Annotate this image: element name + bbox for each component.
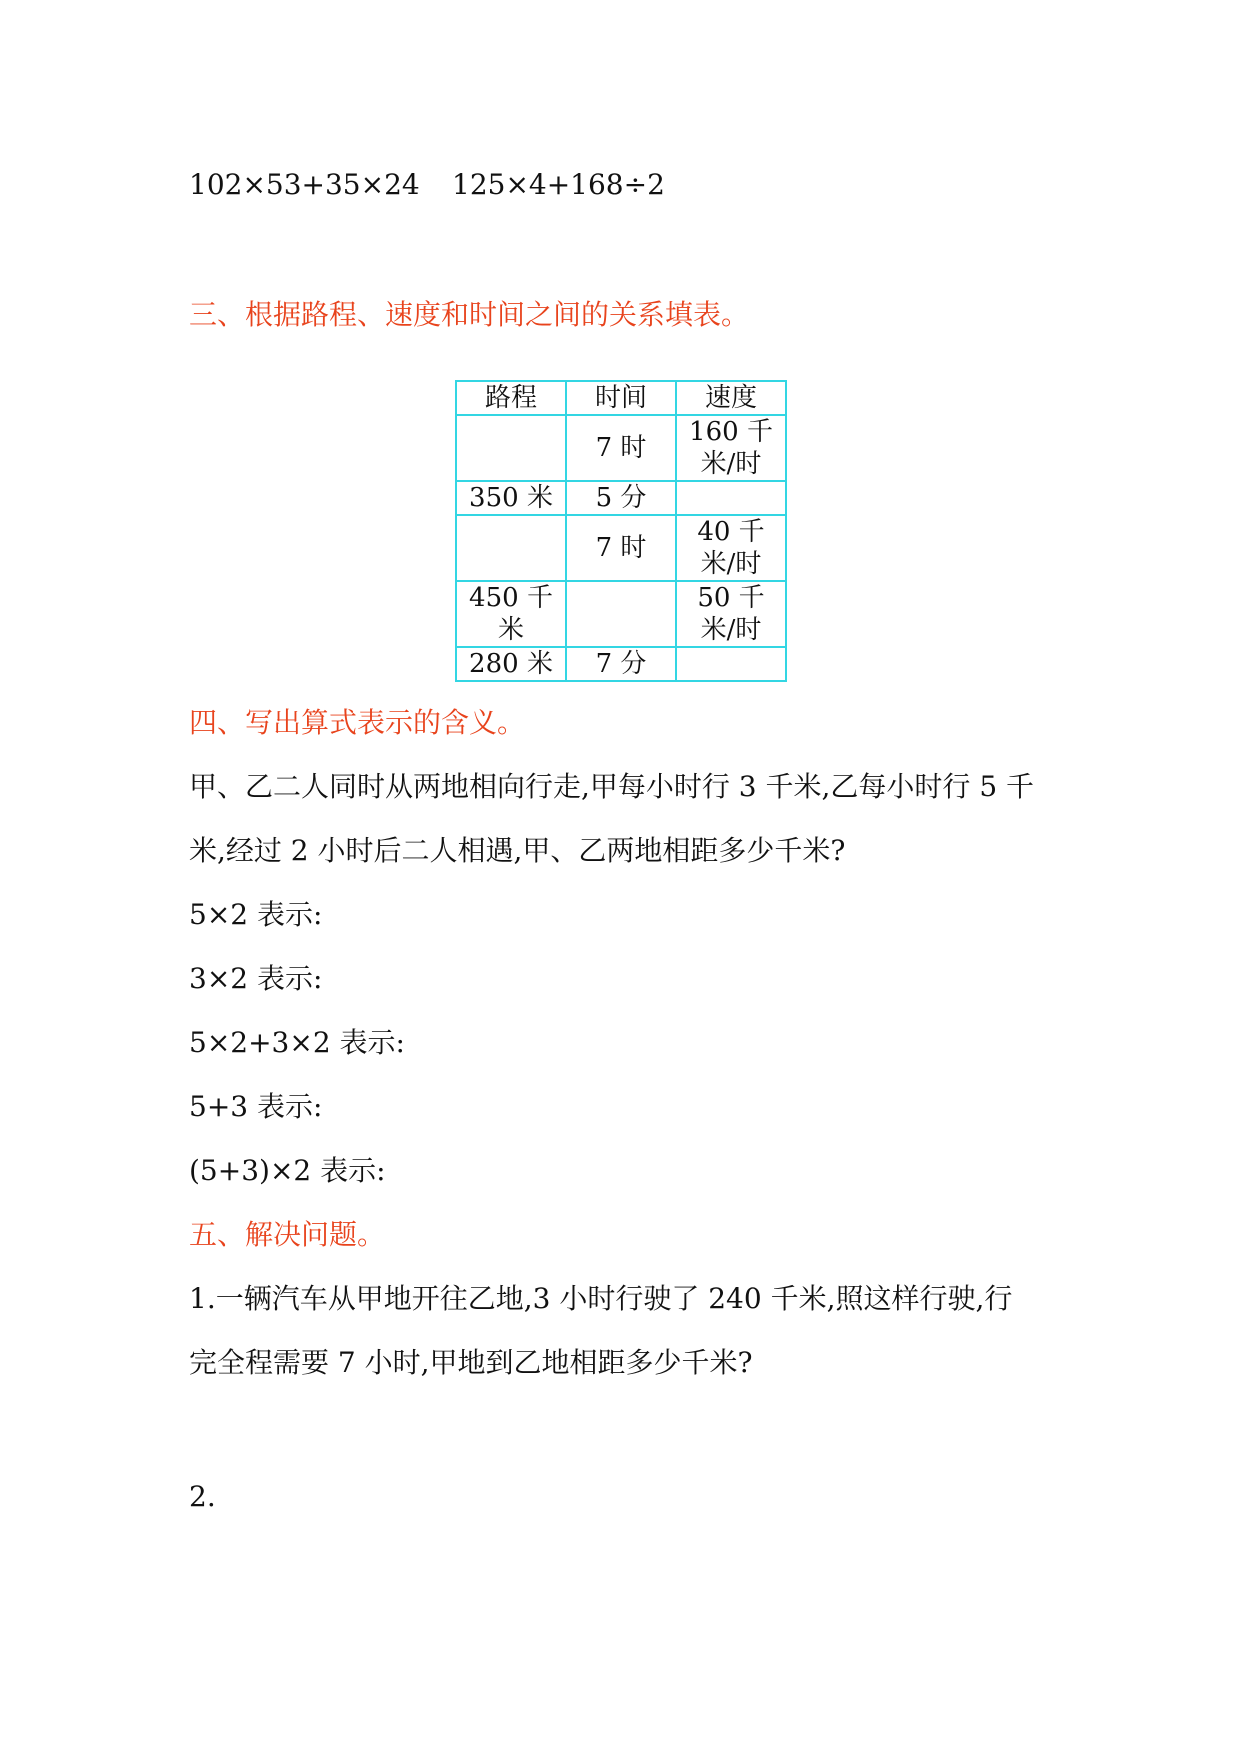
expression-1: 102×53+35×24 bbox=[189, 168, 420, 201]
table-cell: 5 分 bbox=[566, 481, 676, 515]
problem-text-line-1: 甲、乙二人同时从两地相向行走,甲每小时行 3 千米,乙每小时行 5 千 bbox=[189, 770, 1035, 803]
table-cell bbox=[566, 581, 676, 647]
question-2: 2. bbox=[189, 1480, 216, 1513]
speed-value-3: 50 千 米/时 bbox=[697, 583, 765, 645]
header-distance: 路程 bbox=[456, 381, 566, 415]
speed-value-1: 160 千 米/时 bbox=[689, 417, 773, 479]
table-cell: 7 时 bbox=[566, 415, 676, 481]
meaning-item-1: 5×2 表示: bbox=[189, 898, 323, 931]
question-1-line-1: 1.一辆汽车从甲地开往乙地,3 小时行驶了 240 千米,照这样行驶,行 bbox=[189, 1282, 1013, 1315]
section-4-heading: 四、写出算式表示的含义。 bbox=[189, 706, 526, 739]
speed-value-2: 40 千 米/时 bbox=[697, 517, 765, 579]
header-speed: 速度 bbox=[676, 381, 786, 415]
table-cell: 350 米 bbox=[456, 481, 566, 515]
table-cell bbox=[676, 647, 786, 681]
table-cell: 450 千米 bbox=[456, 581, 566, 647]
table-cell bbox=[456, 415, 566, 481]
table-cell bbox=[676, 581, 786, 647]
meaning-item-4: 5+3 表示: bbox=[189, 1090, 323, 1123]
problem-text-line-2: 米,经过 2 小时后二人相遇,甲、乙两地相距多少千米? bbox=[189, 834, 846, 867]
section-5-heading: 五、解决问题。 bbox=[189, 1218, 386, 1251]
table-cell bbox=[676, 415, 786, 481]
section-3-heading: 三、根据路程、速度和时间之间的关系填表。 bbox=[189, 298, 750, 331]
header-time: 时间 bbox=[566, 381, 676, 415]
table-cell: 280 米 bbox=[456, 647, 566, 681]
table-row bbox=[456, 415, 786, 481]
expression-2: 125×4+168÷2 bbox=[452, 168, 665, 201]
table-row bbox=[456, 647, 786, 681]
expression-row bbox=[189, 168, 665, 202]
table-row bbox=[456, 515, 786, 581]
table-header-row bbox=[456, 381, 786, 415]
table-cell: 7 时 bbox=[566, 515, 676, 581]
meaning-item-3: 5×2+3×2 表示: bbox=[189, 1026, 405, 1059]
table-cell bbox=[676, 481, 786, 515]
table-row bbox=[456, 581, 786, 647]
table-row bbox=[456, 481, 786, 515]
table-cell bbox=[456, 515, 566, 581]
meaning-item-2: 3×2 表示: bbox=[189, 962, 323, 995]
table-cell bbox=[676, 515, 786, 581]
speed-table bbox=[455, 380, 787, 682]
question-1-line-2: 完全程需要 7 小时,甲地到乙地相距多少千米? bbox=[189, 1346, 753, 1379]
table-cell: 7 分 bbox=[566, 647, 676, 681]
meaning-item-5: (5+3)×2 表示: bbox=[189, 1154, 386, 1187]
